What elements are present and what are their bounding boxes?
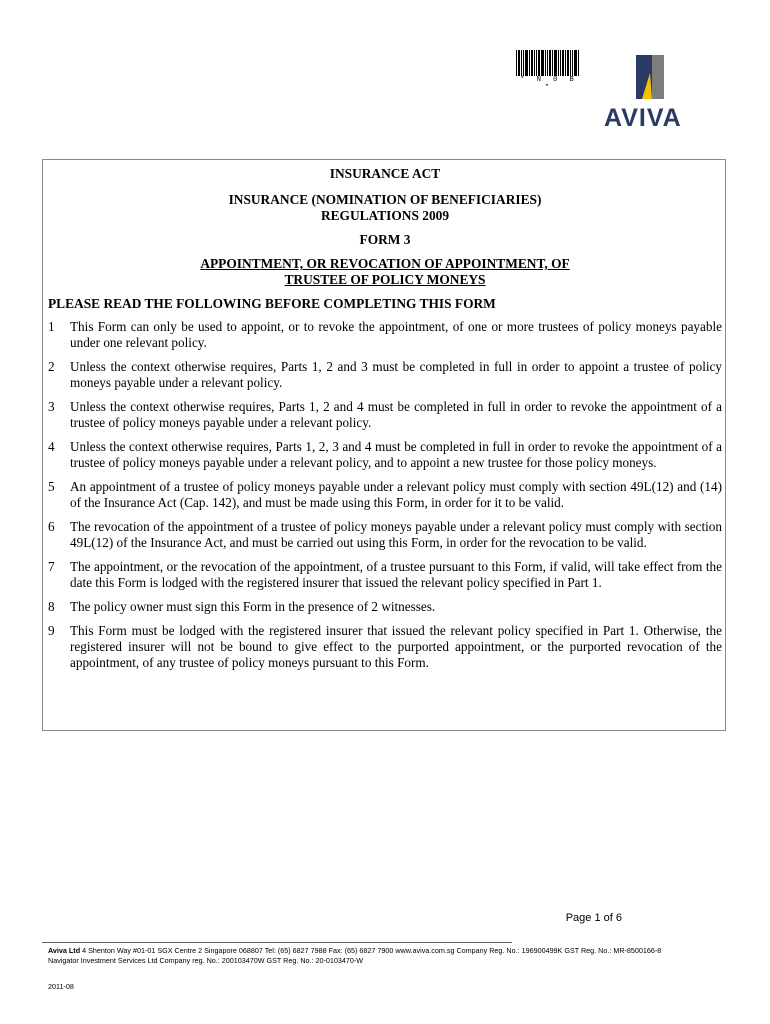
instructions-heading: PLEASE READ THE FOLLOWING BEFORE COMPLETING THIS FORM: [48, 296, 496, 311]
item-number: 8: [48, 599, 55, 614]
barcode: [516, 50, 580, 76]
footer: [48, 946, 728, 966]
subtitle-line-1: APPOINTMENT, OR REVOCATION OF APPOINTMENT, OF: [200, 256, 570, 271]
list-item: [48, 439, 722, 471]
item-number: 4: [48, 439, 55, 454]
item-text: Unless the context otherwise requires, Parts 1, 2, 3 and 4 must be completed in full in order to revoke the appointment of a trustee of policy moneys payable under a relevant policy, and to appoint a new trustee for those policy moneys.: [70, 439, 722, 470]
list-item: [48, 319, 722, 351]
form-version-date: 2011-08: [48, 982, 74, 991]
regulations-line-2: REGULATIONS 2009: [320, 208, 450, 223]
list-item: [48, 479, 722, 511]
list-item: [48, 623, 722, 671]
instructions-list: [48, 319, 722, 679]
footer-company: Aviva Ltd: [48, 946, 81, 955]
item-text: This Form must be lodged with the registered insurer that issued the relevant policy specified in Part 1. Otherwise, the registered insurer will not be bound to give effect to the purported appointment, or the purported revocation of the appointment, of any trustee of policy moneys pursuant to this Form.: [70, 623, 722, 670]
item-number: 9: [48, 623, 55, 638]
item-text: The appointment, or the revocation of the appointment, of a trustee pursuant to this Form, if valid, will take effect from the date this Form is lodged with the registered insurer that issued the relevant policy specified in Part 1.: [70, 559, 722, 590]
item-text: An appointment of a trustee of policy moneys payable under a relevant policy must comply with section 49L(12) and (14) of the Insurance Act (Cap. 142), and must be made using this Form, in order for it to be valid.: [70, 479, 722, 510]
act-title: INSURANCE ACT: [329, 166, 441, 181]
item-text: The policy owner must sign this Form in the presence of 2 witnesses.: [70, 599, 436, 614]
barcode-caption: * N 0 B *: [520, 76, 578, 92]
list-item: [48, 599, 722, 615]
item-text: The revocation of the appointment of a trustee of policy moneys payable under a relevant policy must comply with section 49L(12) of the Insurance Act, and must be carried out using this Form, in order for the revocation to be valid.: [70, 519, 722, 550]
footer-divider: [42, 942, 512, 943]
subtitle-line-2: TRUSTEE OF POLICY MONEYS: [284, 272, 486, 287]
item-number: 3: [48, 399, 55, 414]
page-number: Page 1 of 6: [565, 912, 622, 924]
item-number: 7: [48, 559, 55, 574]
list-item: [48, 399, 722, 431]
list-item: [48, 559, 722, 591]
item-number: 6: [48, 519, 55, 534]
item-text: Unless the context otherwise requires, Parts 1, 2 and 3 must be completed in full in order to appoint a trustee of policy moneys payable under a relevant policy.: [70, 359, 722, 390]
footer-address: 4 Shenton Way #01-01 SGX Centre 2 Singapore 068807 Tel: (65) 6827 7988 Fax: (65) 6827 7900 www.aviva.com.sg Company Reg. No.: 196900499K GST Reg. No.: MR-8500166-8: [80, 946, 662, 955]
regulations-line-1: INSURANCE (NOMINATION OF BENEFICIARIES): [228, 192, 542, 207]
item-text: Unless the context otherwise requires, Parts 1, 2 and 4 must be completed in full in order to revoke the appointment of a trustee of policy moneys payable under a relevant policy.: [70, 399, 722, 430]
list-item: [48, 359, 722, 391]
item-number: 2: [48, 359, 55, 374]
aviva-wordmark: AVIVA: [604, 104, 682, 132]
list-item: [48, 519, 722, 551]
form-number: FORM 3: [359, 232, 411, 247]
item-number: 1: [48, 319, 55, 334]
regulations-title: [0, 192, 770, 224]
item-text: This Form can only be used to appoint, or to revoke the appointment, of one or more trustees of policy moneys payable under one relevant policy.: [70, 319, 722, 350]
item-number: 5: [48, 479, 55, 494]
form-subtitle: [0, 256, 770, 288]
footer-navigator: Navigator Investment Services Ltd Company reg. No.: 200103470W GST Reg. No.: 20-0103470-W: [48, 956, 364, 965]
